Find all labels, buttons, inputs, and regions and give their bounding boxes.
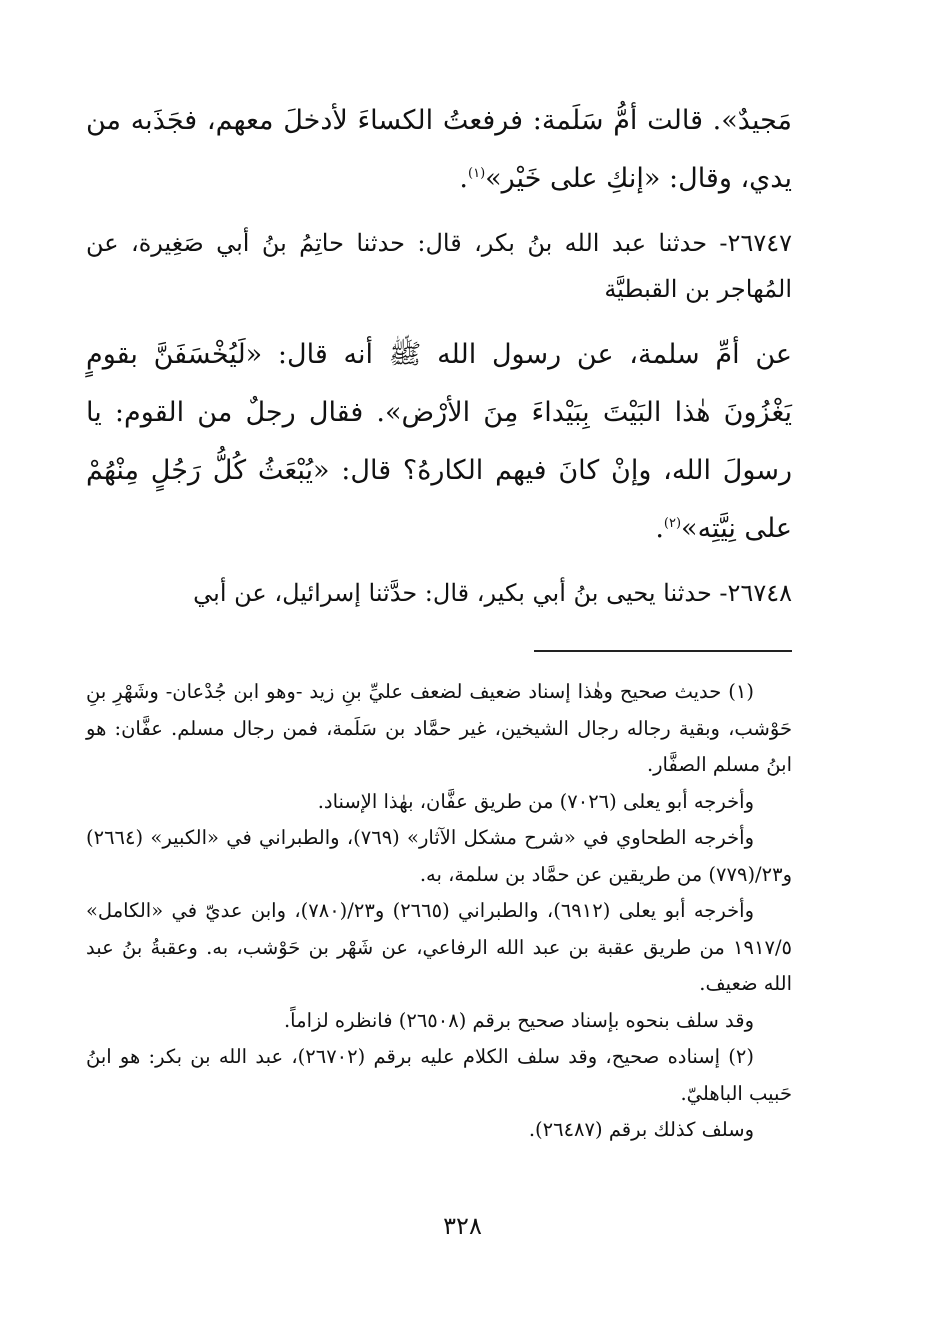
footnote: وأخرجه أبو يعلى (٧٠٢٦) من طريق عفَّان، بهٰذا الإسناد. [317, 789, 754, 813]
hadith-isnad [86, 570, 792, 616]
hadith-isnad-text: ٢٦٧٤٨- حدثنا يحيى بنُ أبي بكير، قال: حدَّثنا إسرائيل، عن أبي [193, 579, 792, 607]
page-number: ٣٢٨ [443, 1212, 482, 1240]
footnote: وسلف كذلك برقم (٢٦٤٨٧). [528, 1118, 754, 1141]
main-paragraph-text: مَجيدٌ». قالت أمُّ سَلَمة: فرفعتُ الكساءَ لأدخلَ معهم، فجَذَبه من يدي، وقال: «إنكِ على خَيْر» [86, 105, 792, 194]
footnotes [86, 674, 792, 1149]
hadith-isnad [86, 220, 792, 312]
main-paragraph-end: . [459, 163, 468, 194]
main-paragraph [86, 92, 792, 208]
hadith-matn [86, 326, 792, 558]
page-body [86, 92, 792, 1149]
footnote-divider [534, 650, 792, 652]
main-text [86, 92, 792, 616]
footnote-ref: (١) [468, 166, 486, 181]
footnote-ref: (٢) [663, 516, 682, 531]
hadith-matn-text: عن أمِّ سلمة، عن رسول الله ﷺ أنه قال: «لَيُخْسَفَنَّ بقومٍ يَغْزُونَ هٰذا البَيْتَ بِبَيْداءَ مِنَ الأرْض». فقال رجلٌ من القوم: يا رسولَ الله، وإنْ كانَ فيهم الكارهُ؟ قال: «يُبْعَثُ كُلُّ رَجُلٍ مِنْهُمْ على نِيَّتِه» [86, 339, 792, 544]
footnote: وأخرجه الطحاوي في «شرح مشكل الآثار» (٧٦٩)، والطبراني في «الكبير» (٢٦٦٤) و٢٣/(٧٧٩) من طريقين عن حمَّاد بن سلمة، به. [86, 826, 792, 886]
footnote: (٢) إسناده صحيح، وقد سلف الكلام عليه برقم (٢٦٧٠٢)، عبد الله بن بكر: هو ابنُ حَبيب الباهليّ. [86, 1045, 792, 1105]
footnote: (١) حديث صحيح وهٰذا إسناد ضعيف لضعف عليِّ بنِ زيد -وهو ابن جُدْعان- وشَهْرِ بنِ حَوْشب، وبقية رجاله رجال الشيخين، غير حمَّاد بن سَلَمة، فمن رجال مسلم. عفَّان: هو ابنُ مسلم الصفَّار. [86, 680, 792, 776]
hadith-isnad-text: ٢٦٧٤٧- حدثنا عبد الله بنُ بكر، قال: حدثنا حاتِمُ بنُ أبي صَغِيرة، عن المُهاجر بن القبطيَّة [86, 229, 792, 303]
footnote: وقد سلف بنحوه بإسناد صحيح برقم (٢٦٥٠٨) فانظره لزاماً. [283, 1008, 754, 1032]
footnote: وأخرجه أبو يعلى (٦٩١٢)، والطبراني (٢٦٦٥) و٢٣/(٧٨٠)، وابن عديّ في «الكامل» ١٩١٧/٥ من طريق عقبة بن عبد الله الرفاعي، عن شَهْر بن حَوْشب، به. وعقبةُ بنُ عبد الله ضعيف. [86, 899, 792, 995]
hadith-matn-end: . [655, 513, 664, 544]
